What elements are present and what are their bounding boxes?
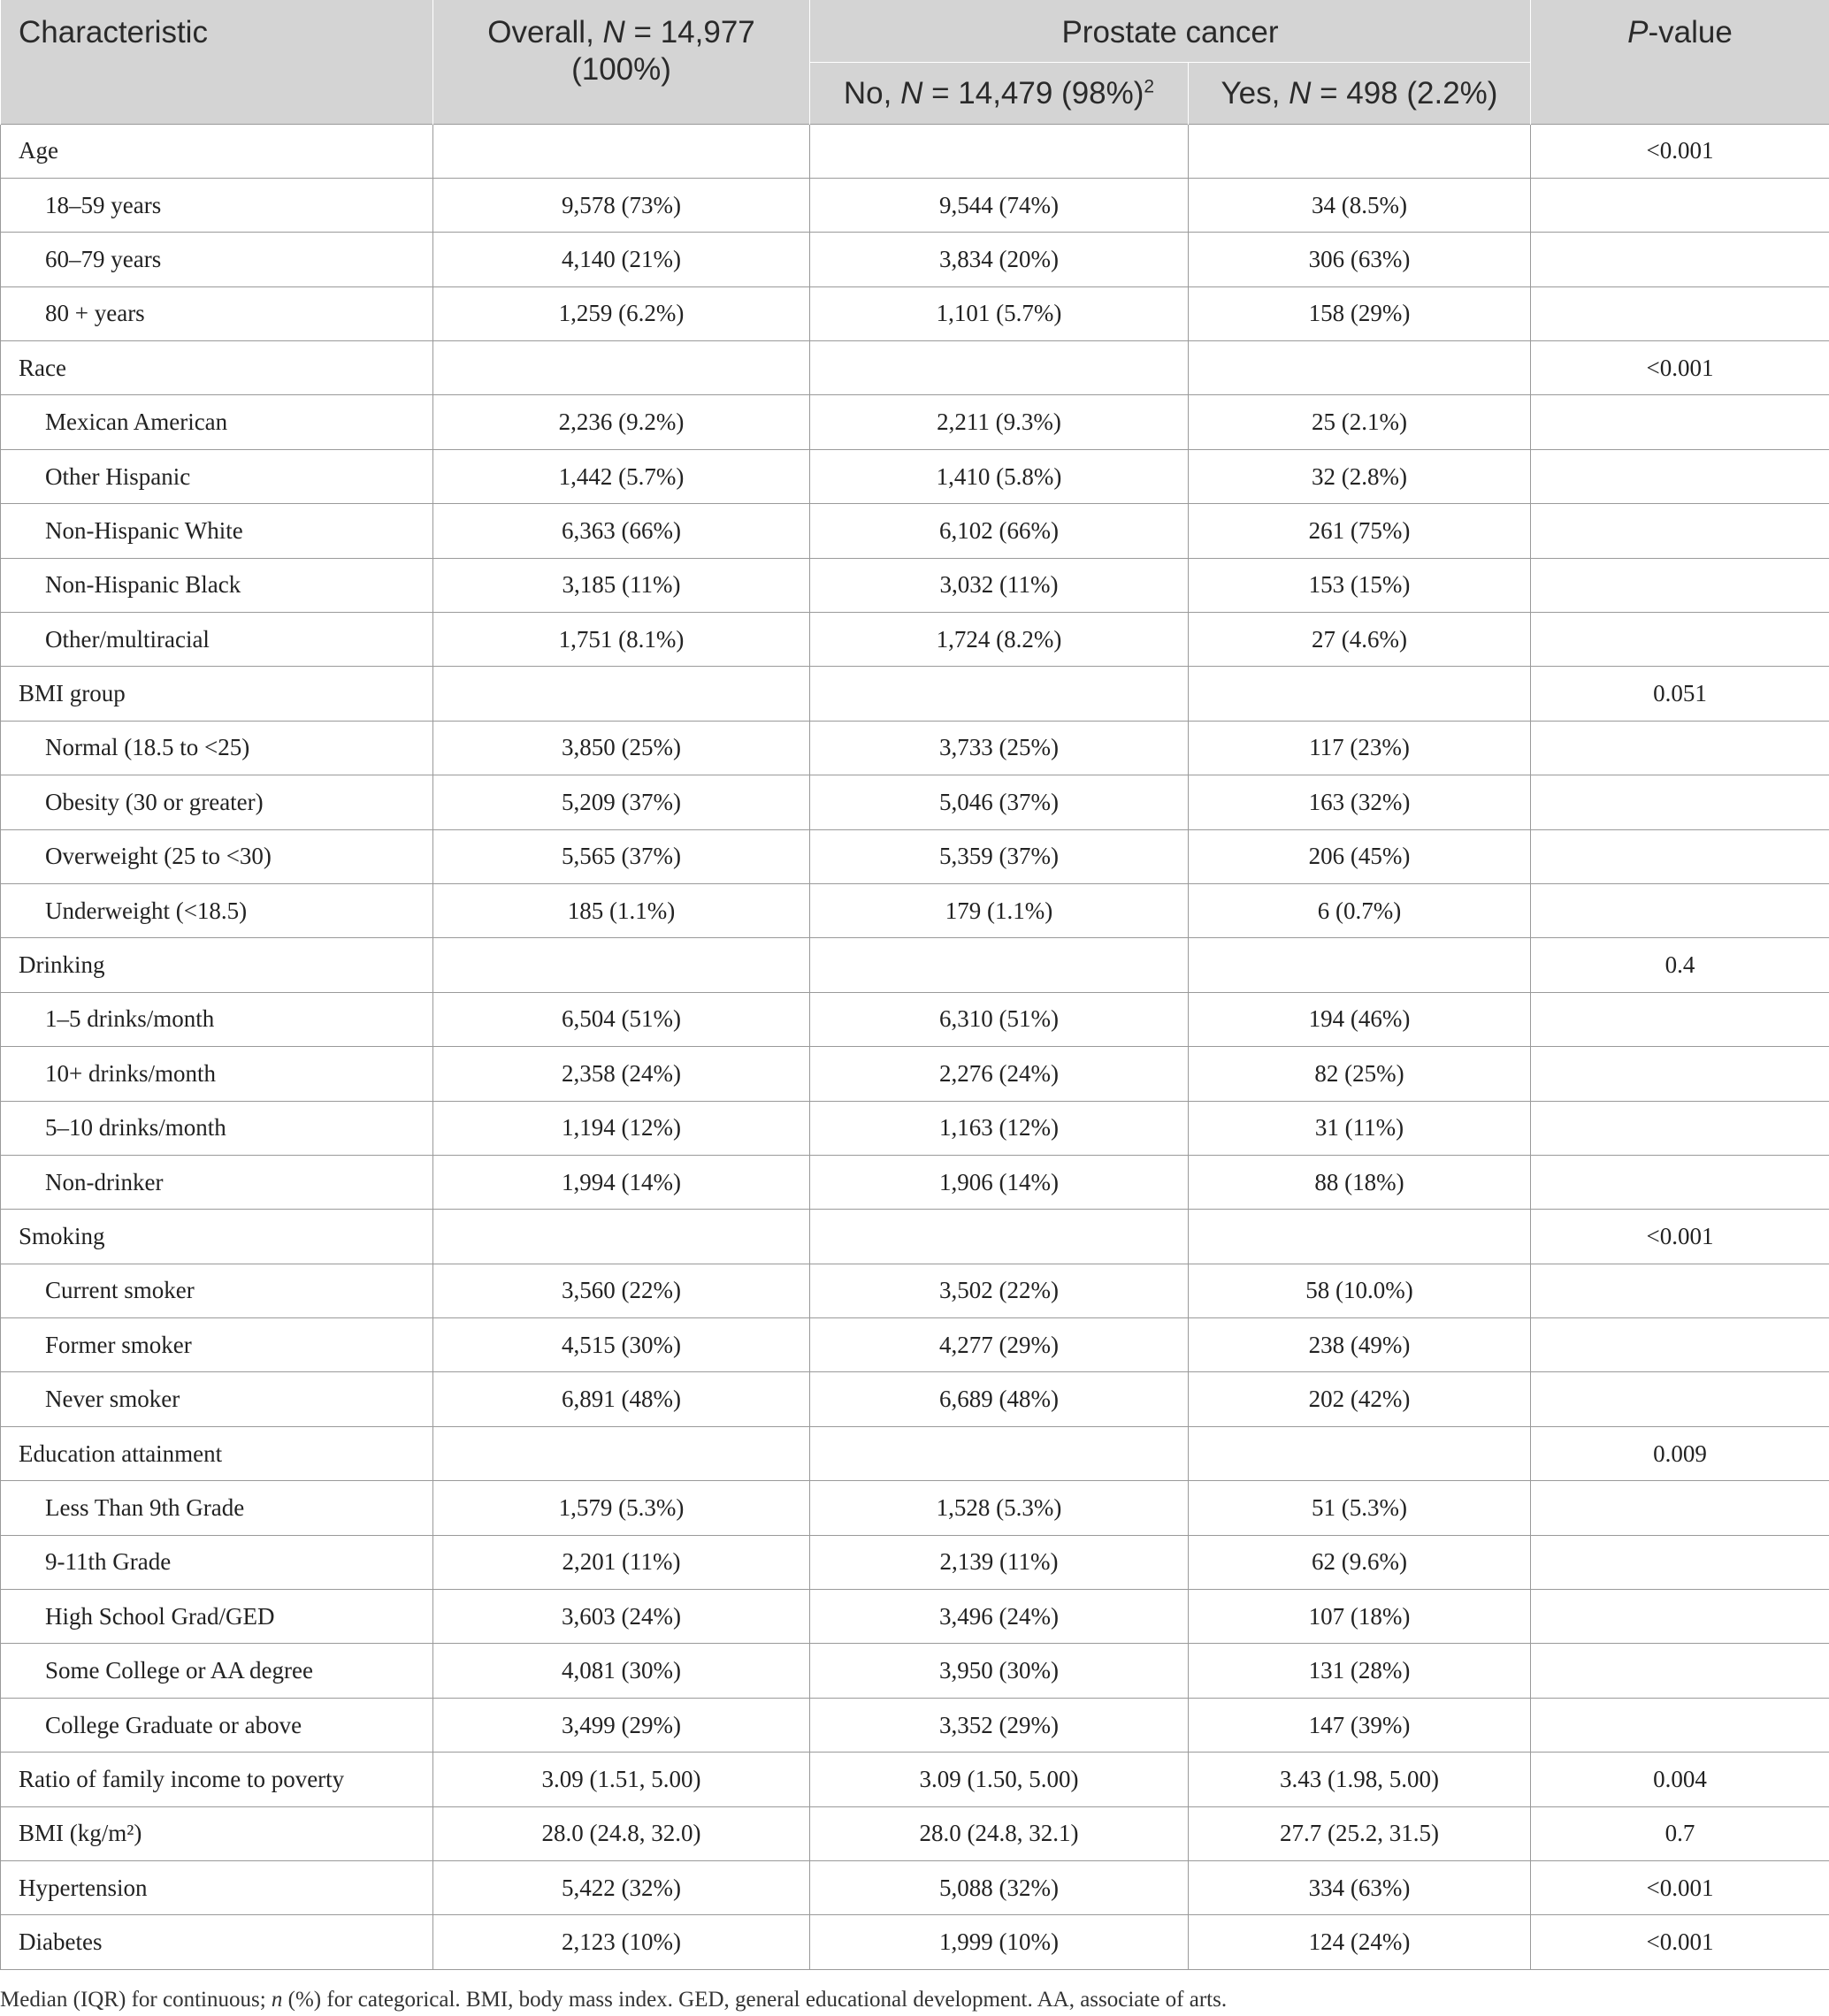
cell-yes-cancer (1189, 124, 1531, 178)
cell-overall: 1,194 (12%) (433, 1101, 810, 1155)
cell-overall (433, 1426, 810, 1480)
cell-no-cancer (810, 341, 1189, 395)
cell-no-cancer: 179 (1.1%) (810, 883, 1189, 937)
cell-overall: 28.0 (24.8, 32.0) (433, 1806, 810, 1860)
row-label: Normal (18.5 to <25) (1, 721, 433, 775)
table-row (1, 1155, 1829, 1209)
cell-overall (433, 938, 810, 992)
cell-no-cancer: 1,163 (12%) (810, 1101, 1189, 1155)
table-row (1, 992, 1829, 1046)
cell-no-cancer: 6,102 (66%) (810, 504, 1189, 558)
table-row (1, 1101, 1829, 1155)
cell-p-value (1531, 1047, 1829, 1101)
cell-no-cancer: 3,502 (22%) (810, 1264, 1189, 1317)
cell-no-cancer: 4,277 (29%) (810, 1318, 1189, 1372)
header-no: No, N = 14,479 $(98\%)^2$ (810, 62, 1189, 124)
cell-yes-cancer: 31 (11%) (1189, 1101, 1531, 1155)
cell-overall: 3.09 (1.51, 5.00) (433, 1753, 810, 1806)
table-row (1, 233, 1829, 286)
row-label: Less Than 9th Grade (1, 1481, 433, 1535)
cell-no-cancer: 3.09 (1.50, 5.00) (810, 1753, 1189, 1806)
cell-no-cancer: 6,310 (51%) (810, 992, 1189, 1046)
cell-yes-cancer: 58 (10.0%) (1189, 1264, 1531, 1317)
cell-no-cancer (810, 1426, 1189, 1480)
cell-no-cancer (810, 667, 1189, 721)
row-label: Mexican American (1, 395, 433, 449)
cell-overall: 2,358 (24%) (433, 1047, 810, 1101)
cell-p-value (1531, 883, 1829, 937)
row-label: Other/multiracial (1, 613, 433, 667)
row-label: High School Grad/GED (1, 1590, 433, 1644)
row-label: Obesity (30 or greater) (1, 775, 433, 829)
table-row (1, 1372, 1829, 1426)
cell-p-value (1531, 504, 1829, 558)
table-row (1, 775, 1829, 829)
cell-yes-cancer: 32 (2.8%) (1189, 449, 1531, 503)
cell-no-cancer: 1,999 (10%) (810, 1915, 1189, 1969)
table-row (1, 1535, 1829, 1589)
row-label: BMI group (1, 667, 433, 721)
cell-p-value (1531, 829, 1829, 883)
cell-overall: 1,994 (14%) (433, 1155, 810, 1209)
row-label: 10+ drinks/month (1, 1047, 433, 1101)
cell-overall: 4,081 (30%) (433, 1644, 810, 1698)
cell-overall: 3,185 (11%) (433, 558, 810, 612)
cell-yes-cancer: 131 (28%) (1189, 1644, 1531, 1698)
cell-p-value (1531, 1101, 1829, 1155)
cell-no-cancer: 3,950 (30%) (810, 1644, 1189, 1698)
cell-p-value (1531, 1155, 1829, 1209)
cell-no-cancer: 1,724 (8.2%) (810, 613, 1189, 667)
cell-yes-cancer (1189, 938, 1531, 992)
cell-overall (433, 124, 810, 178)
cell-no-cancer: 1,410 (5.8%) (810, 449, 1189, 503)
row-label: Age (1, 124, 433, 178)
row-label: Non-Hispanic Black (1, 558, 433, 612)
cell-overall: 2,236 (9.2%) (433, 395, 810, 449)
cell-p-value: <0.001 (1531, 1915, 1829, 1969)
cell-no-cancer: 2,211 (9.3%) (810, 395, 1189, 449)
cell-p-value (1531, 1481, 1829, 1535)
cell-no-cancer: 5,046 (37%) (810, 775, 1189, 829)
cell-yes-cancer: 206 (45%) (1189, 829, 1531, 883)
row-label: Hypertension (1, 1861, 433, 1915)
cell-yes-cancer: 27 (4.6%) (1189, 613, 1531, 667)
table-row (1, 1915, 1829, 1969)
row-label: 5–10 drinks/month (1, 1101, 433, 1155)
table-row (1, 504, 1829, 558)
cell-p-value: 0.7 (1531, 1806, 1829, 1860)
row-label: 9-11th Grade (1, 1535, 433, 1589)
cell-p-value: 0.051 (1531, 667, 1829, 721)
cell-p-value (1531, 1318, 1829, 1372)
table-row (1, 1047, 1829, 1101)
cell-yes-cancer: 147 (39%) (1189, 1698, 1531, 1752)
cell-p-value (1531, 721, 1829, 775)
header-yes: Yes, N = 498 (2.2%) (1189, 62, 1531, 124)
row-label: Overweight (25 to <30) (1, 829, 433, 883)
cell-overall: 6,504 (51%) (433, 992, 810, 1046)
cell-yes-cancer: 163 (32%) (1189, 775, 1531, 829)
row-label: Ratio of family income to poverty (1, 1753, 433, 1806)
table-row (1, 883, 1829, 937)
cell-overall: 6,363 (66%) (433, 504, 810, 558)
cell-p-value (1531, 775, 1829, 829)
table-row (1, 341, 1829, 395)
cell-p-value (1531, 1644, 1829, 1698)
cell-yes-cancer: 34 (8.5%) (1189, 178, 1531, 232)
cell-p-value (1531, 395, 1829, 449)
cell-no-cancer: 5,088 (32%) (810, 1861, 1189, 1915)
header-overall: Overall, N = 14,977 (100%) (433, 0, 810, 124)
header-p-value: P-value (1531, 0, 1829, 124)
cell-p-value (1531, 286, 1829, 340)
table-row (1, 395, 1829, 449)
cell-yes-cancer: 261 (75%) (1189, 504, 1531, 558)
cell-overall: 1,751 (8.1%) (433, 613, 810, 667)
row-label: College Graduate or above (1, 1698, 433, 1752)
cell-overall: 1,579 (5.3%) (433, 1481, 810, 1535)
cell-overall: 3,499 (29%) (433, 1698, 810, 1752)
table-header (1, 0, 1829, 124)
cell-no-cancer (810, 1210, 1189, 1264)
cell-no-cancer: 3,352 (29%) (810, 1698, 1189, 1752)
table-row (1, 1481, 1829, 1535)
row-label: Never smoker (1, 1372, 433, 1426)
cell-yes-cancer: 124 (24%) (1189, 1915, 1531, 1969)
table-row (1, 1861, 1829, 1915)
cell-p-value (1531, 1698, 1829, 1752)
table-row (1, 1426, 1829, 1480)
cell-no-cancer: 28.0 (24.8, 32.1) (810, 1806, 1189, 1860)
cell-p-value (1531, 992, 1829, 1046)
cell-overall: 3,560 (22%) (433, 1264, 810, 1317)
cell-no-cancer: 2,276 (24%) (810, 1047, 1189, 1101)
cell-yes-cancer: 202 (42%) (1189, 1372, 1531, 1426)
cell-no-cancer: 9,544 (74%) (810, 178, 1189, 232)
cell-overall: 3,850 (25%) (433, 721, 810, 775)
cell-no-cancer: 1,101 (5.7%) (810, 286, 1189, 340)
cell-overall: 5,565 (37%) (433, 829, 810, 883)
cell-overall (433, 667, 810, 721)
cell-yes-cancer: 306 (63%) (1189, 233, 1531, 286)
row-label: Current smoker (1, 1264, 433, 1317)
table-row (1, 938, 1829, 992)
table-body (1, 124, 1829, 1969)
row-label: Drinking (1, 938, 433, 992)
cell-yes-cancer: 88 (18%) (1189, 1155, 1531, 1209)
cell-yes-cancer: 194 (46%) (1189, 992, 1531, 1046)
cell-overall: 185 (1.1%) (433, 883, 810, 937)
cell-no-cancer: 3,834 (20%) (810, 233, 1189, 286)
cell-yes-cancer: 334 (63%) (1189, 1861, 1531, 1915)
cell-overall: 6,891 (48%) (433, 1372, 810, 1426)
row-label: Education attainment (1, 1426, 433, 1480)
cell-overall: 1,259 (6.2%) (433, 286, 810, 340)
cell-p-value: <0.001 (1531, 341, 1829, 395)
row-label: Smoking (1, 1210, 433, 1264)
table-row (1, 286, 1829, 340)
table-row (1, 1753, 1829, 1806)
cell-p-value (1531, 1372, 1829, 1426)
row-label: Race (1, 341, 433, 395)
header-prostate-cancer: Prostate cancer (810, 0, 1531, 62)
cell-p-value: 0.004 (1531, 1753, 1829, 1806)
cell-yes-cancer: 107 (18%) (1189, 1590, 1531, 1644)
cell-yes-cancer (1189, 1210, 1531, 1264)
cell-yes-cancer: 3.43 (1.98, 5.00) (1189, 1753, 1531, 1806)
table-row (1, 1806, 1829, 1860)
cell-p-value (1531, 233, 1829, 286)
table-row (1, 829, 1829, 883)
cell-p-value: 0.4 (1531, 938, 1829, 992)
cell-p-value (1531, 613, 1829, 667)
cell-no-cancer: 3,032 (11%) (810, 558, 1189, 612)
cell-p-value: <0.001 (1531, 1210, 1829, 1264)
cell-p-value: <0.001 (1531, 1861, 1829, 1915)
table-row (1, 1698, 1829, 1752)
cell-p-value (1531, 1264, 1829, 1317)
row-label: 80 + years (1, 286, 433, 340)
cell-p-value (1531, 1590, 1829, 1644)
table-row (1, 1644, 1829, 1698)
cell-yes-cancer: 25 (2.1%) (1189, 395, 1531, 449)
cell-yes-cancer: 238 (49%) (1189, 1318, 1531, 1372)
cell-p-value: 0.009 (1531, 1426, 1829, 1480)
cell-yes-cancer: 62 (9.6%) (1189, 1535, 1531, 1589)
cell-p-value (1531, 558, 1829, 612)
cell-yes-cancer: 6 (0.7%) (1189, 883, 1531, 937)
table-row (1, 178, 1829, 232)
cell-p-value (1531, 449, 1829, 503)
table-row (1, 667, 1829, 721)
cell-yes-cancer (1189, 667, 1531, 721)
cell-overall: 4,515 (30%) (433, 1318, 810, 1372)
cell-yes-cancer (1189, 341, 1531, 395)
table-row (1, 1264, 1829, 1317)
cell-no-cancer (810, 938, 1189, 992)
row-label: Former smoker (1, 1318, 433, 1372)
cell-overall: 2,201 (11%) (433, 1535, 810, 1589)
cell-yes-cancer (1189, 1426, 1531, 1480)
cell-no-cancer: 5,359 (37%) (810, 829, 1189, 883)
row-label: Some College or AA degree (1, 1644, 433, 1698)
cell-p-value (1531, 1535, 1829, 1589)
cell-yes-cancer: 27.7 (25.2, 31.5) (1189, 1806, 1531, 1860)
cell-no-cancer: 6,689 (48%) (810, 1372, 1189, 1426)
cell-no-cancer: 1,528 (5.3%) (810, 1481, 1189, 1535)
row-label: Diabetes (1, 1915, 433, 1969)
cell-p-value (1531, 178, 1829, 232)
table-row (1, 1318, 1829, 1372)
cell-overall (433, 1210, 810, 1264)
cell-yes-cancer: 158 (29%) (1189, 286, 1531, 340)
table-row (1, 613, 1829, 667)
table-row (1, 558, 1829, 612)
cell-yes-cancer: 82 (25%) (1189, 1047, 1531, 1101)
table-row (1, 1590, 1829, 1644)
cell-overall (433, 341, 810, 395)
cell-overall: 2,123 (10%) (433, 1915, 810, 1969)
table-footnote: Median (IQR) for continuous; n (%) for categorical. BMI, body mass index. GED, general educational development. AA, associate of arts. (0, 1988, 1228, 2012)
row-label: 1–5 drinks/month (1, 992, 433, 1046)
cell-no-cancer: 1,906 (14%) (810, 1155, 1189, 1209)
row-label: 60–79 years (1, 233, 433, 286)
cell-yes-cancer: 51 (5.3%) (1189, 1481, 1531, 1535)
table-row (1, 721, 1829, 775)
cell-overall: 1,442 (5.7%) (433, 449, 810, 503)
cell-overall: 5,209 (37%) (433, 775, 810, 829)
table-row (1, 124, 1829, 178)
row-label: Underweight (<18.5) (1, 883, 433, 937)
table-row (1, 449, 1829, 503)
row-label: Non-Hispanic White (1, 504, 433, 558)
row-label: Other Hispanic (1, 449, 433, 503)
cell-yes-cancer: 153 (15%) (1189, 558, 1531, 612)
cell-overall: 3,603 (24%) (433, 1590, 810, 1644)
cell-overall: 9,578 (73%) (433, 178, 810, 232)
cell-no-cancer: 2,139 (11%) (810, 1535, 1189, 1589)
row-label: Non-drinker (1, 1155, 433, 1209)
table-row (1, 1210, 1829, 1264)
cell-yes-cancer: 117 (23%) (1189, 721, 1531, 775)
cell-no-cancer: 3,733 (25%) (810, 721, 1189, 775)
cell-overall: 5,422 (32%) (433, 1861, 810, 1915)
cell-no-cancer (810, 124, 1189, 178)
row-label: BMI (kg/m²) (1, 1806, 433, 1860)
header-characteristic: Characteristic (1, 0, 433, 124)
cell-no-cancer: 3,496 (24%) (810, 1590, 1189, 1644)
cell-p-value: <0.001 (1531, 124, 1829, 178)
row-label: 18–59 years (1, 178, 433, 232)
cell-overall: 4,140 (21%) (433, 233, 810, 286)
